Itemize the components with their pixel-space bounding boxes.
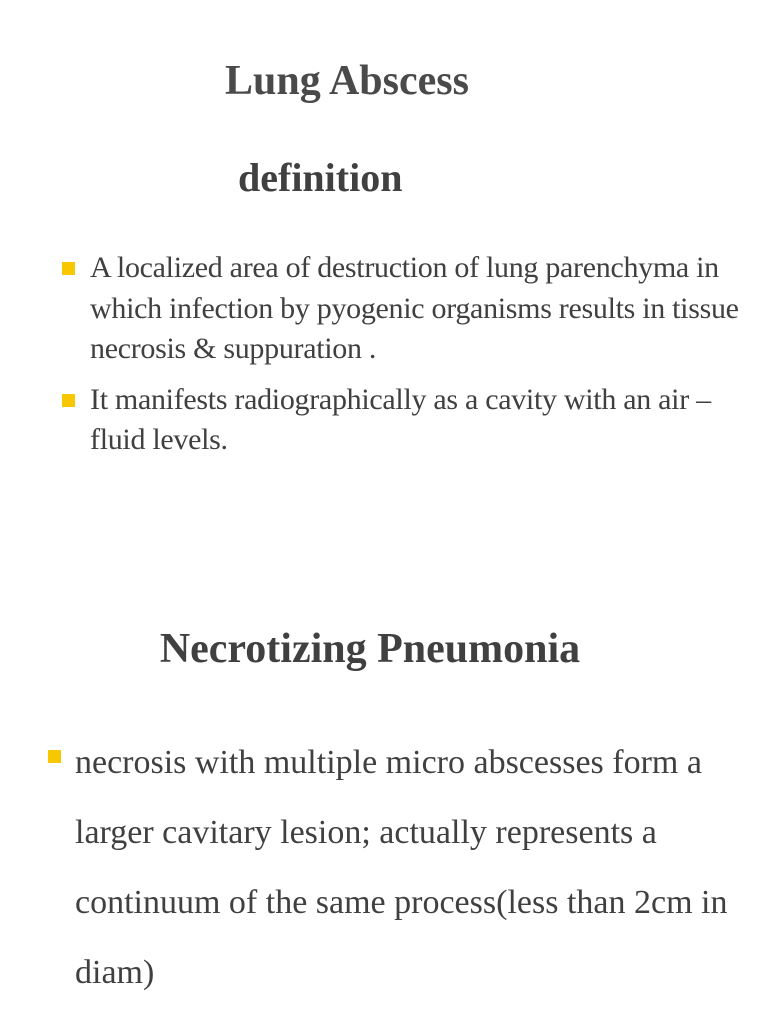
square-bullet-icon bbox=[48, 750, 61, 763]
definition-bullet-item bbox=[62, 380, 742, 461]
definition-subheading: definition bbox=[238, 155, 403, 200]
necrotizing-bullet-text: necrosis with multiple micro abscesses form a larger cavitary lesion; actually represents a continuum of the same process(less than 2cm in diam) bbox=[75, 744, 728, 991]
square-bullet-icon bbox=[62, 394, 75, 407]
definition-bullet-text: It manifests radiographically as a cavity with an air – fluid levels. bbox=[90, 382, 711, 456]
necrotizing-pneumonia-heading: Necrotizing Pneumonia bbox=[159, 626, 581, 672]
definition-bullet-item bbox=[62, 248, 742, 370]
definition-bullet-list bbox=[62, 248, 742, 471]
slide-title: Lung Abscess bbox=[225, 58, 469, 104]
necrotizing-bullet-item bbox=[48, 728, 748, 1008]
square-bullet-icon bbox=[62, 262, 75, 275]
necrotizing-bullet-list bbox=[48, 728, 748, 1008]
definition-bullet-text: A localized area of destruction of lung parenchyma in which infection by pyogenic organisms results in tissue necrosis & suppuration . bbox=[90, 251, 739, 365]
